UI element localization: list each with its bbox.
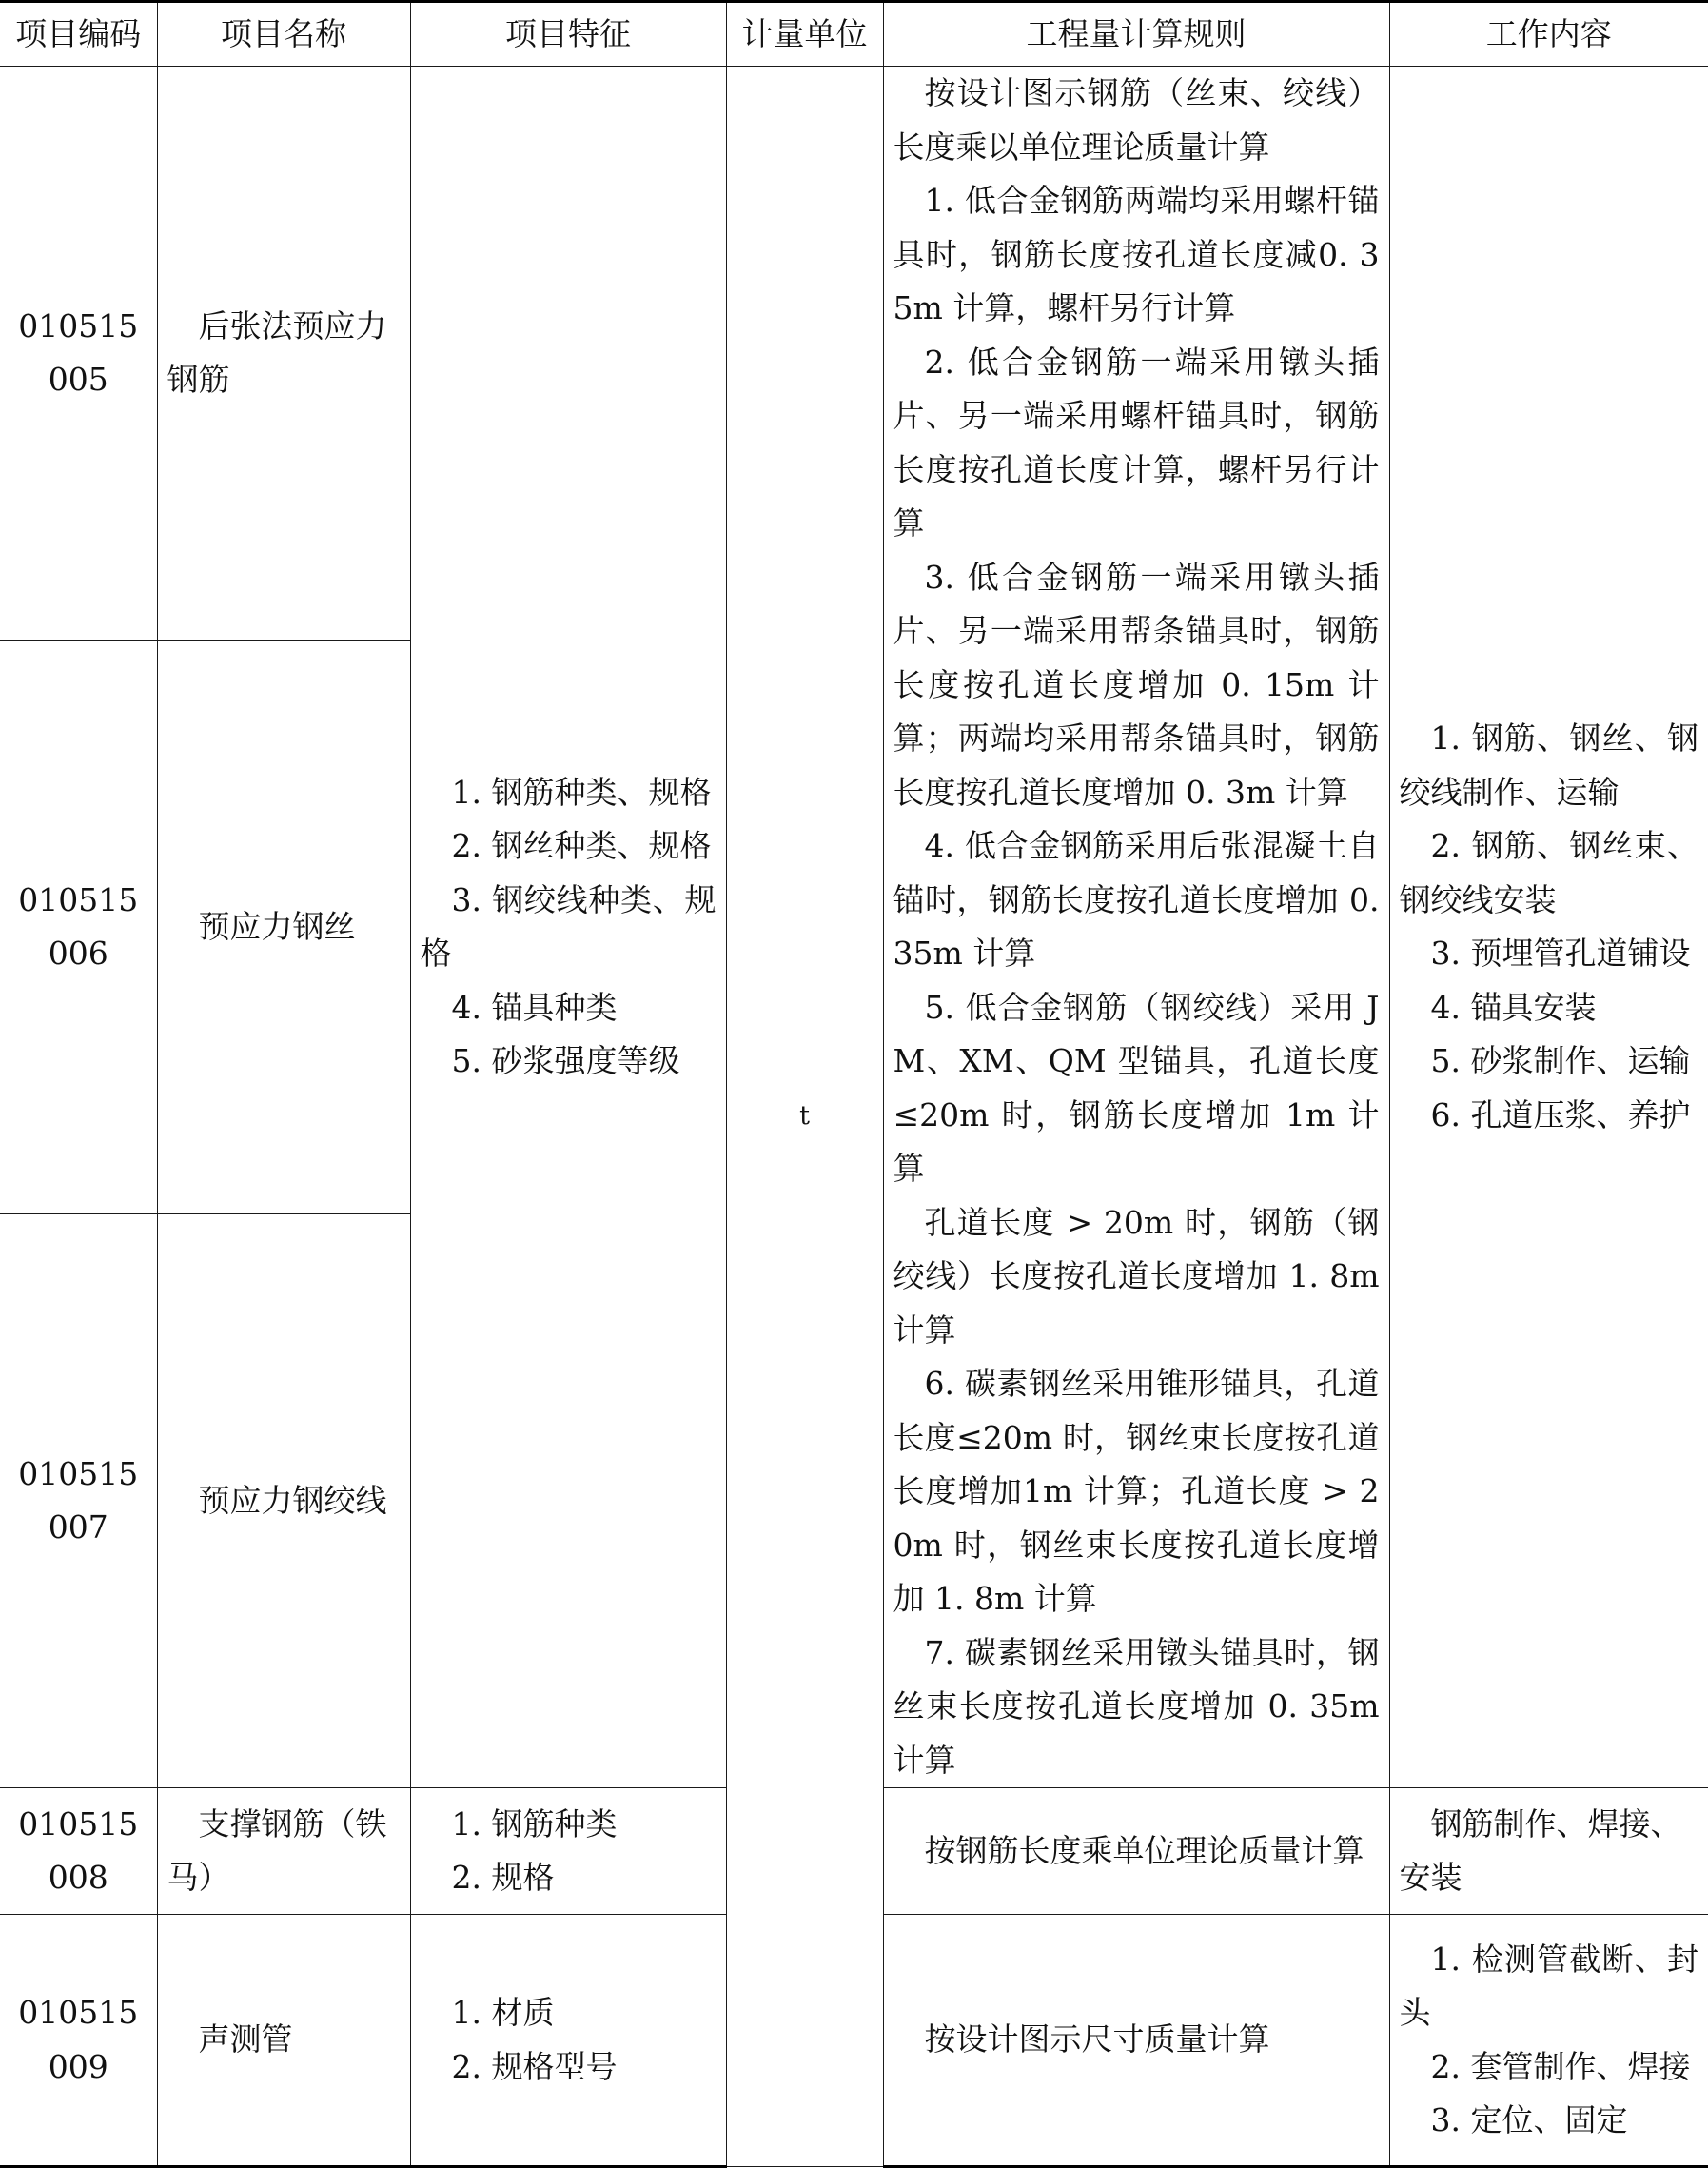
item-name xyxy=(157,1915,410,2167)
calculation-rule xyxy=(883,1915,1389,2167)
item-name xyxy=(157,67,410,641)
item-name xyxy=(157,1788,410,1915)
item-name xyxy=(157,1214,410,1788)
work-line: 1. 钢筋、钢丝、钢绞线制作、运输 xyxy=(1399,719,1698,811)
rule-paragraph: 孔道长度 > 20m 时，钢筋（钢绞线）长度按孔道长度增加 1. 8m 计算 xyxy=(893,1203,1380,1349)
item-name-text: 预应力钢丝 xyxy=(198,907,356,945)
header-features: 项目特征 xyxy=(410,2,726,67)
feature-line: 2. 钢丝种类、规格 xyxy=(451,827,712,864)
header-work: 工作内容 xyxy=(1389,2,1708,67)
item-code: 010515007 xyxy=(0,1214,157,1788)
feature-line: 4. 锚具种类 xyxy=(451,988,618,1026)
header-code: 项目编码 xyxy=(0,2,157,67)
work-line: 4. 锚具安装 xyxy=(1430,988,1597,1026)
item-code: 010515006 xyxy=(0,641,157,1214)
feature-line: 2. 规格 xyxy=(451,1859,555,1896)
feature-line: 1. 钢筋种类、规格 xyxy=(451,773,712,811)
rule-paragraph: 6. 碳素钢丝采用锥形锚具，孔道长度≤20m 时，钢丝束长度按孔道长度增加1m 计算；孔道长度 > 20m 时，钢丝束长度按孔道长度增加 1. 8m 计算 xyxy=(893,1365,1380,1617)
measure-unit: t xyxy=(726,67,883,2167)
rule-paragraph: 2. 低合金钢筋一端采用镦头插片、另一端采用螺杆锚具时，钢筋长度按孔道长度计算，螺杆另行计算 xyxy=(893,343,1380,542)
work-content xyxy=(1389,1915,1708,2167)
item-name-text: 预应力钢绞线 xyxy=(198,1481,387,1519)
work-line: 3. 定位、固定 xyxy=(1430,2101,1628,2138)
header-row xyxy=(0,2,1708,67)
item-features xyxy=(410,1915,726,2167)
work-content xyxy=(1389,1788,1708,1915)
feature-line: 1. 材质 xyxy=(451,1994,555,2031)
rule-paragraph: 1. 低合金钢筋两端均采用螺杆锚具时，钢筋长度按孔道长度减0. 35m 计算，螺杆另行计算 xyxy=(893,182,1380,326)
feature-line: 2. 规格型号 xyxy=(451,2047,618,2085)
header-unit: 计量单位 xyxy=(726,2,883,67)
rule-paragraph: 按设计图示尺寸质量计算 xyxy=(924,2020,1270,2059)
item-name-text: 后张法预应力钢筋 xyxy=(167,306,387,398)
work-line: 钢筋制作、焊接、安装 xyxy=(1399,1804,1682,1896)
table-row xyxy=(0,67,1708,641)
work-content xyxy=(1389,67,1708,1788)
item-features xyxy=(410,67,726,1788)
feature-line: 1. 钢筋种类 xyxy=(451,1804,618,1843)
item-code: 010515009 xyxy=(0,1915,157,2167)
work-line: 1. 检测管截断、封头 xyxy=(1399,1940,1698,2031)
item-features xyxy=(410,1788,726,1915)
item-code: 010515005 xyxy=(0,67,157,641)
rule-paragraph: 3. 低合金钢筋一端采用镦头插片、另一端采用帮条锚具时，钢筋长度按孔道长度增加 0. 15m 计算；两端均采用帮条锚具时，钢筋长度按孔道长度增加 0. 3m 计算 xyxy=(893,558,1380,811)
header-rule: 工程量计算规则 xyxy=(883,2,1389,67)
rule-paragraph: 5. 低合金钢筋（钢绞线）采用 JM、XM、QM 型锚具，孔道长度≤20m 时，钢筋长度增加 1m 计算 xyxy=(893,988,1380,1187)
rule-paragraph: 按设计图示钢筋（丝束、绞线）长度乘以单位理论质量计算 xyxy=(893,74,1380,166)
work-line: 2. 套管制作、焊接 xyxy=(1430,2047,1691,2085)
calculation-rule xyxy=(883,1788,1389,1915)
feature-line: 5. 砂浆强度等级 xyxy=(451,1042,680,1079)
work-line: 6. 孔道压浆、养护 xyxy=(1430,1095,1691,1133)
calculation-rule xyxy=(883,67,1389,1788)
header-name: 项目名称 xyxy=(157,2,410,67)
work-line: 3. 预埋管孔道铺设 xyxy=(1430,935,1691,972)
work-line: 2. 钢筋、钢丝束、钢绞线安装 xyxy=(1399,827,1698,918)
item-code: 010515008 xyxy=(0,1788,157,1915)
rule-paragraph: 4. 低合金钢筋采用后张混凝土自锚时，钢筋长度按孔道长度增加 0. 35m 计算 xyxy=(893,827,1380,972)
feature-line: 3. 钢绞线种类、规格 xyxy=(420,880,717,972)
rule-paragraph: 7. 碳素钢丝采用镦头锚具时，钢丝束长度按孔道长度增加 0. 35m 计算 xyxy=(893,1633,1380,1779)
item-name xyxy=(157,641,410,1214)
work-line: 5. 砂浆制作、运输 xyxy=(1430,1042,1691,1079)
item-name-text: 支撑钢筋（铁马） xyxy=(167,1804,387,1896)
rule-paragraph: 按钢筋长度乘单位理论质量计算 xyxy=(924,1831,1364,1869)
item-name-text: 声测管 xyxy=(198,2020,293,2059)
